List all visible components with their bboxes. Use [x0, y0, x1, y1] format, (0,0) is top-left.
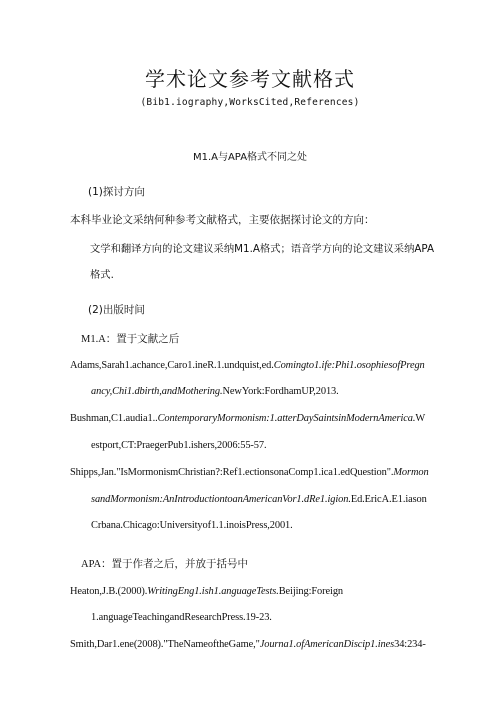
- apa-ref-1-line-1: Heaton,J.B.(2000).WritingEng1.ish1.anguageTests.Beijing:Foreign: [70, 586, 344, 597]
- mla-label: M1.A：置于文献之后: [81, 334, 180, 345]
- mla-ref-3-line-1: Shipps,Jan."IsMormonismChristian?:Ref1.ectionsonaComp1.ica1.edQuestion".Mormon: [70, 467, 429, 478]
- section1-title: (1)探讨方向: [88, 186, 145, 198]
- document-subtitle: (Bib1.iography,WorksCited,References): [140, 97, 360, 108]
- mla-ref-1-line-1: Adams,Sarah1.achance,Caro1.ineR.1.undquist,ed.Comingto1.ife:Phi1.osophiesofPregn: [70, 360, 425, 371]
- section1-line1: 文学和翻译方向的论文建议采纳M1.A格式；语音学方向的论文建议采纳APA: [90, 243, 434, 255]
- apa-ref-1-line-2: 1.anguageTeachingandResearchPress.19-23.: [91, 612, 272, 623]
- apa-label: APA：置于作者之后，并放于括号中: [81, 559, 249, 570]
- section-heading: M1.A与APA格式不同之处: [192, 152, 308, 163]
- document-title: 学术论文参考文献格式: [145, 67, 355, 91]
- mla-ref-2-line-1: Bushman,C1.audia1..ContemporaryMormonism:1.atterDaySaintsinModernAmerica.W: [70, 413, 426, 424]
- apa-ref-2-line-1: Smith,Dar1.ene(2008)."TheNameoftheGame,"Journa1.ofAmericanDiscip1.ines34:234-: [70, 639, 426, 650]
- mla-ref-3-line-3: Crbana.Chicago:Universityof1.1.inoisPress,2001.: [91, 520, 293, 531]
- mla-ref-2-line-2: estport,CT:PraegerPub1.ishers,2006:55-57.: [91, 440, 267, 451]
- mla-ref-3-line-2: sandMormonism:AnIntroductiontoanAmericanVor1.dRe1.igion.Ed.EricA.E1.iason: [91, 494, 427, 505]
- section1-intro: 本科毕业论文采纳何种参考文献格式，主要依据探讨论文的方向：: [70, 215, 375, 226]
- section2-title: (2)出版时间: [88, 304, 145, 316]
- mla-ref-1-line-2: ancy,Chi1.dbirth,andMothering.NewYork:FordhamUP,2013.: [91, 386, 339, 397]
- section1-line2: 格式.: [90, 269, 114, 281]
